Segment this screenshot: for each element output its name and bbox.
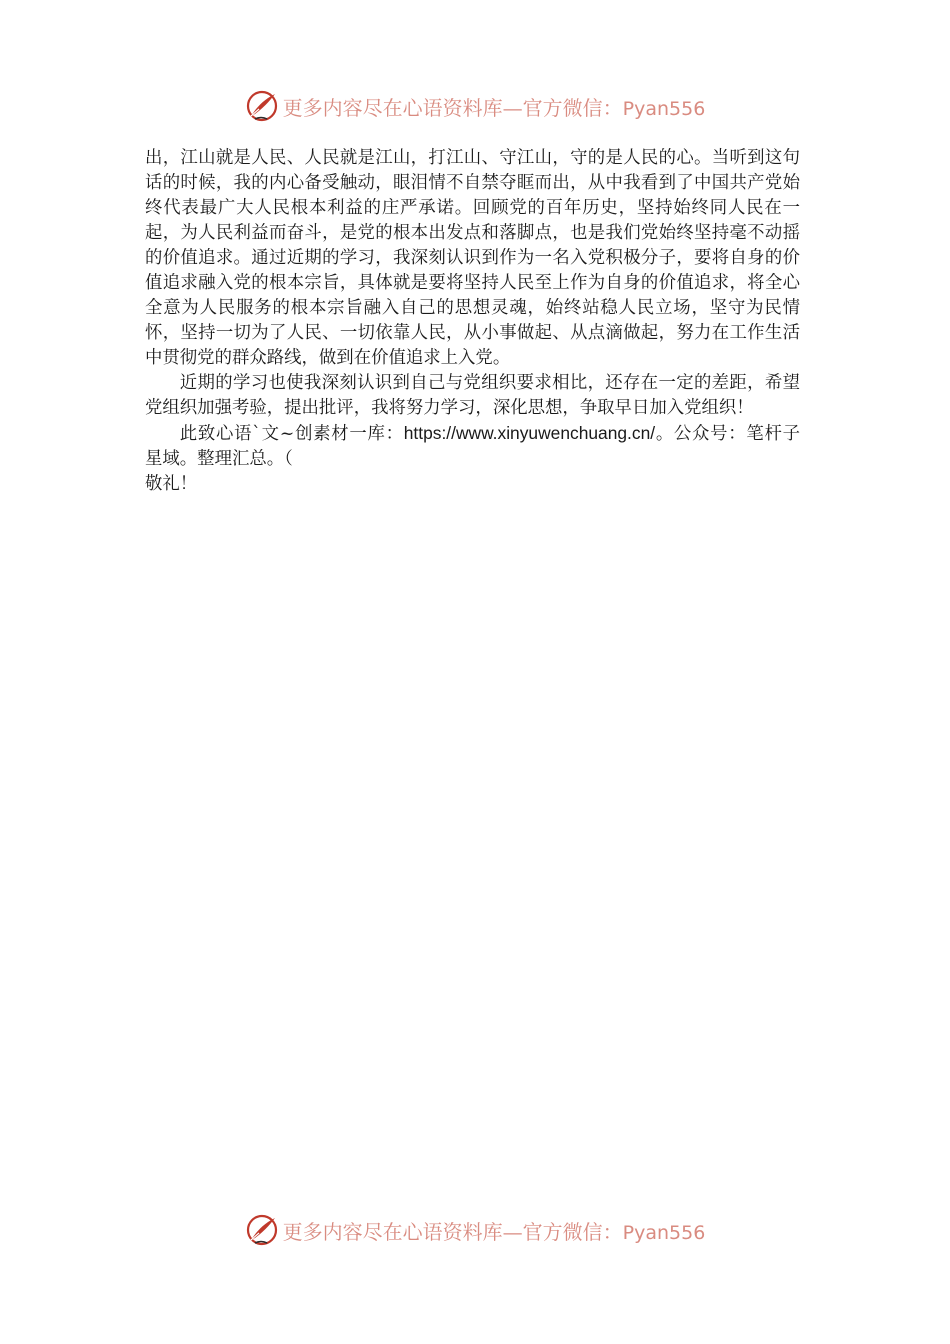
banner-text — [283, 1216, 706, 1245]
header-banner — [0, 86, 950, 126]
source-url: https://www.xinyuwenchuang.cn/ — [403, 423, 656, 443]
paragraph-2: 近期的学习也使我深刻认识到自己与党组织要求相比，还存在一定的差距，希望党组织加强考验，提出批评，我将努力学习，深化思想，争取早日加入党组织！ — [145, 373, 800, 418]
wechat-handle: Pyan556 — [622, 1221, 706, 1244]
paragraph-3-prefix: 此致心语`文~创素材一库： — [179, 424, 404, 444]
document-body — [145, 146, 800, 497]
quill-logo-icon — [245, 89, 279, 123]
quill-logo-icon — [245, 1213, 279, 1247]
paragraph-3-suffix: 。公众号：笔杆子星域。整理汇总。（ — [145, 424, 800, 469]
banner-slogan: 更多内容尽在心语资料库—官方微信： — [282, 1219, 623, 1244]
closing-salutation: 敬礼！ — [145, 474, 198, 494]
paragraph-3 — [145, 421, 800, 472]
wechat-handle: Pyan556 — [622, 97, 706, 120]
paragraph-1: 出，江山就是人民、人民就是江山，打江山、守江山，守的是人民的心。当听到这句话的时候，我的内心备受触动，眼泪情不自禁夺眶而出，从中我看到了中国共产党始终代表最广大人民根本利益的庄严承诺。回顾党的百年历史，坚持始终同人民在一起，为人民利益而奋斗，是党的根本出发点和落脚点，也是我们党始终坚持毫不动摇的价值追求。通过近期的学习，我深刻认识到作为一名入党积极分子，要将自身的价值追求融入党的根本宗旨，具体就是要将坚持人民至上作为自身的价值追求，将全心全意为人民服务的根本宗旨融入自己的思想灵魂，始终站稳人民立场，坚守为民情怀，坚持一切为了人民、一切依靠人民，从小事做起、从点滴做起，努力在工作生活中贯彻党的群众路线，做到在价值追求上入党。 — [145, 148, 800, 368]
footer-banner — [0, 1210, 950, 1250]
banner-slogan: 更多内容尽在心语资料库—官方微信： — [282, 95, 623, 120]
banner-text — [283, 92, 706, 121]
